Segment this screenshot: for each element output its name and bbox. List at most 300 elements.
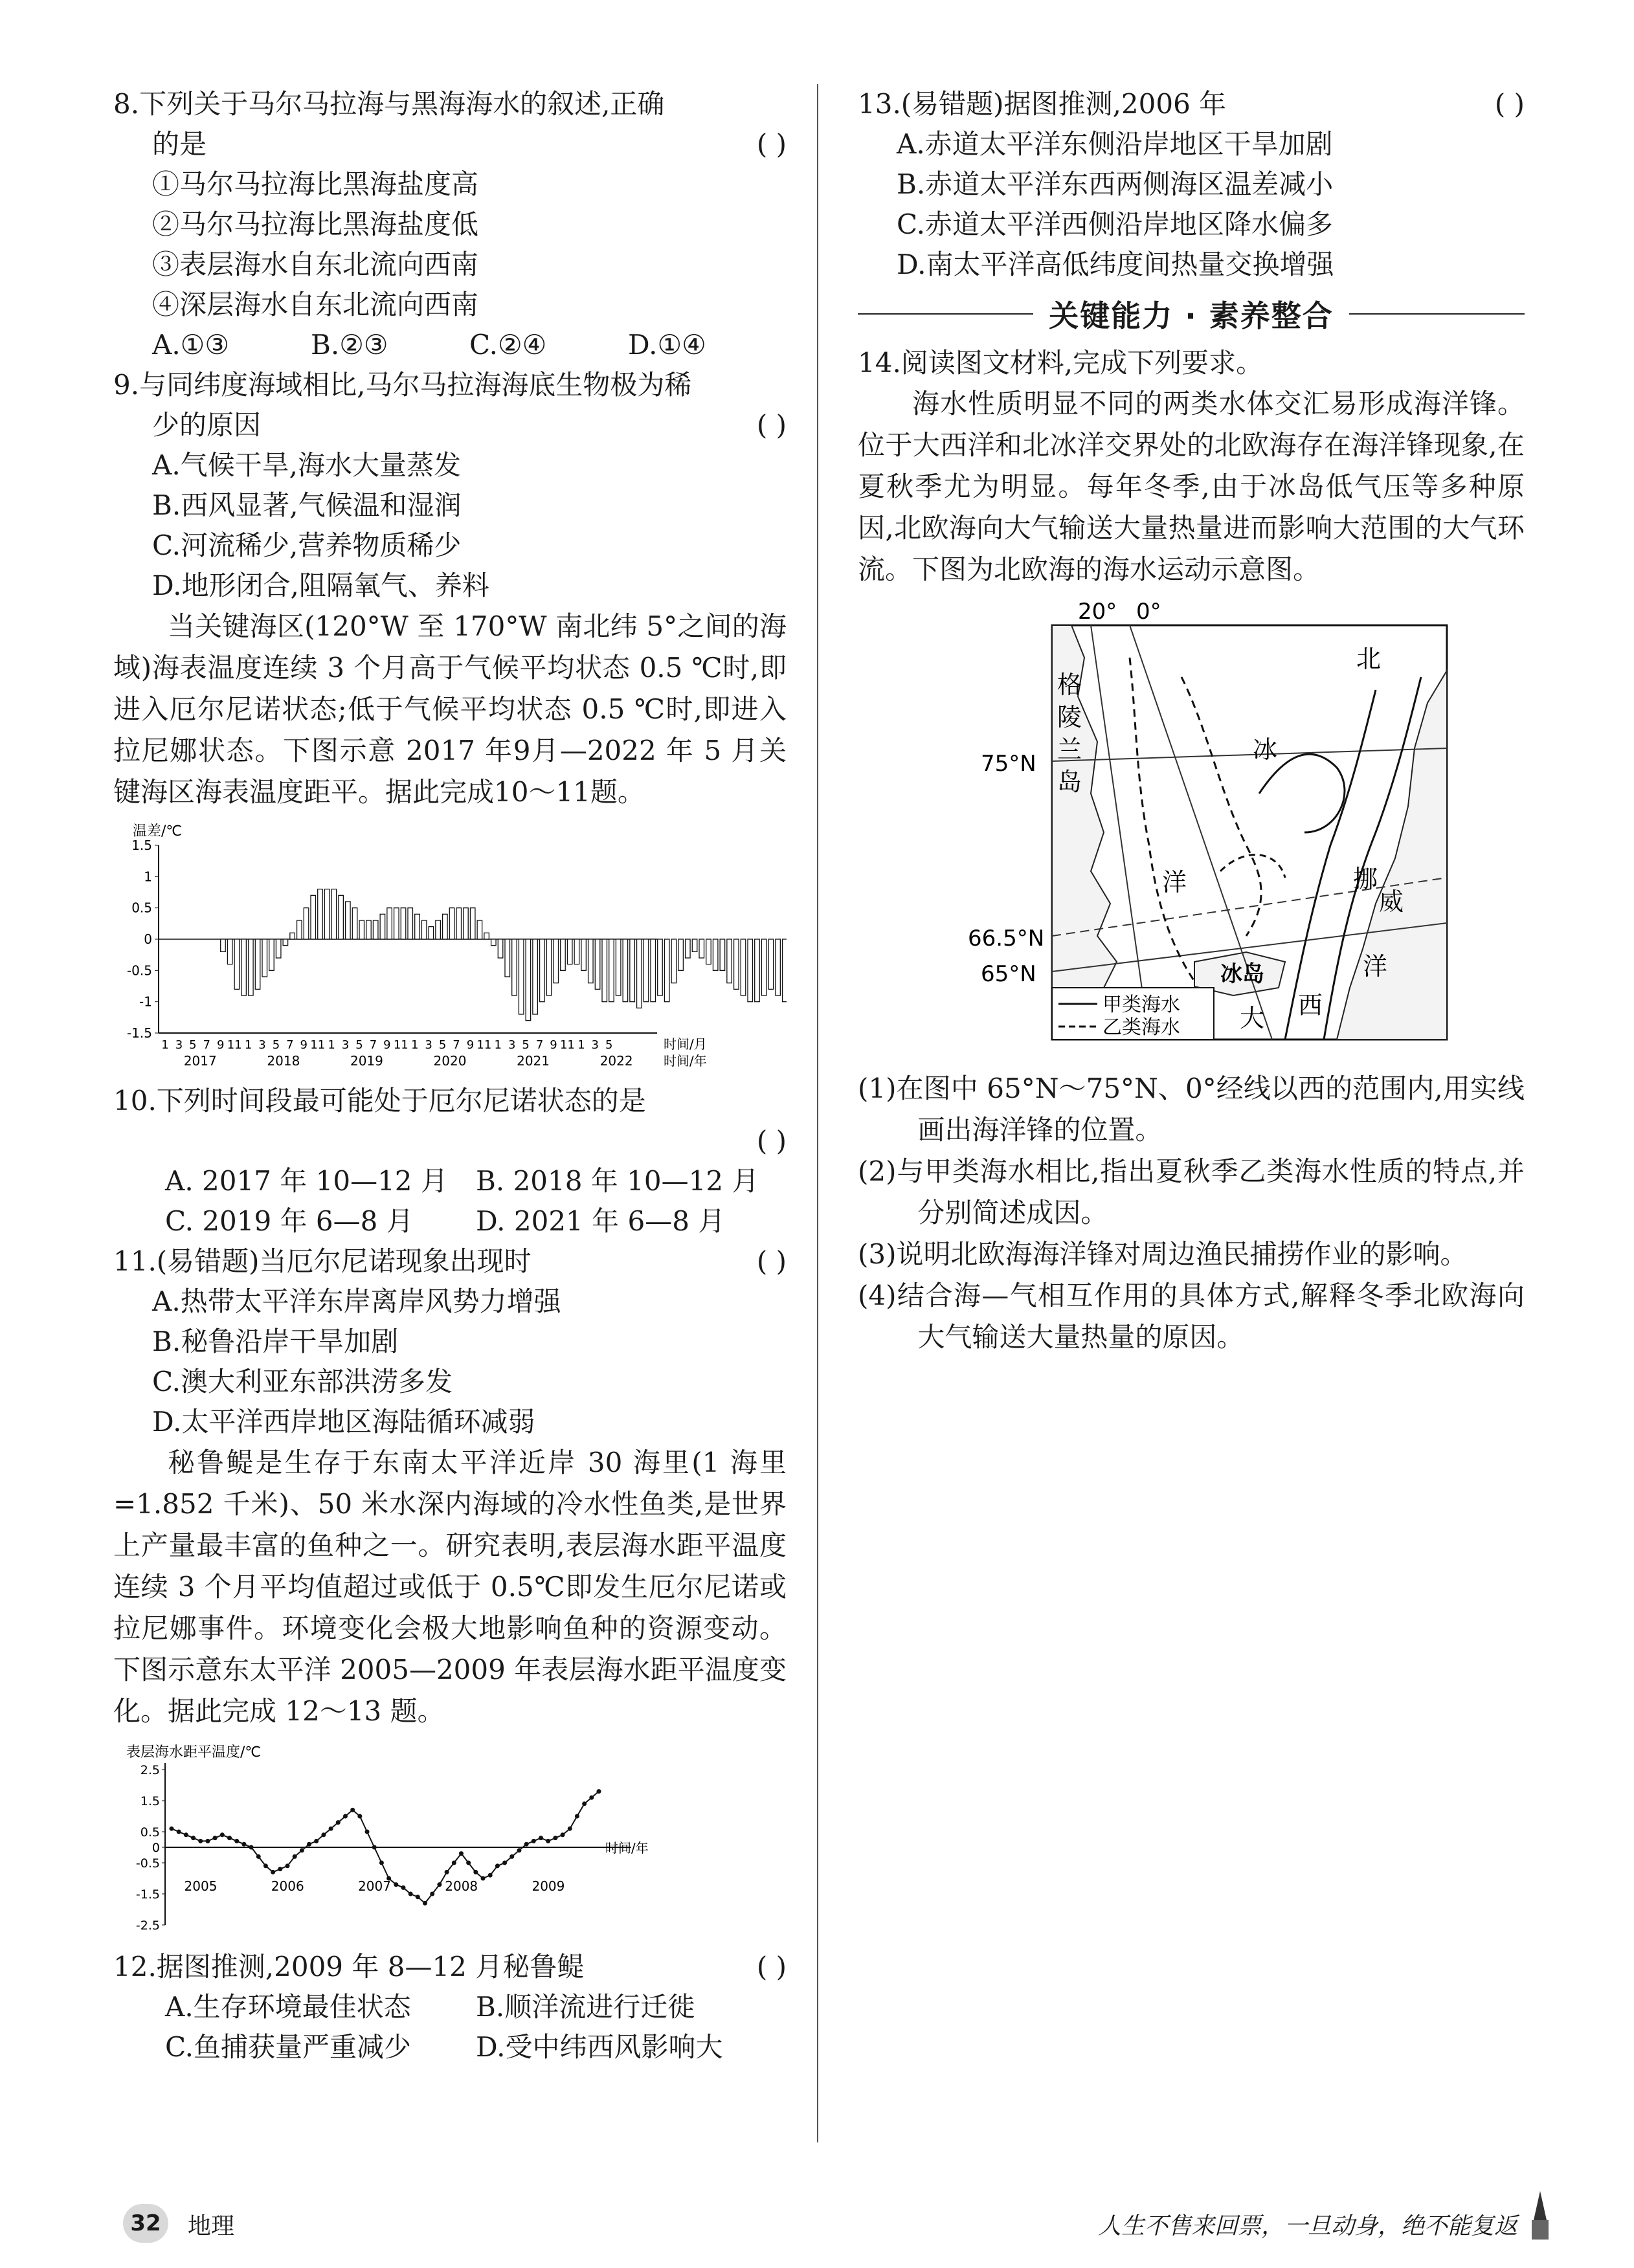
chart1-bar: [387, 908, 392, 939]
chart1-bar: [324, 889, 330, 939]
chart-sst-anomaly: [113, 819, 787, 1081]
q8-item: ③表层海水自东北流向西南: [152, 249, 479, 280]
footer-motto: 人生不售来回票，一旦动身，绝不能复返: [1097, 2213, 1517, 2240]
chart1-bar: [255, 939, 260, 989]
option-d: D.南太平洋高低纬度间热量交换增强: [897, 249, 1334, 280]
chart1-bar: [686, 939, 691, 958]
chart1-month-tick: 9: [300, 1038, 308, 1052]
chart1-month-tick: 3: [341, 1038, 350, 1052]
map-place: 冰: [1253, 735, 1278, 764]
chart1-bar: [658, 939, 663, 995]
chart1-bar: [602, 939, 607, 1002]
chart1-bar: [262, 939, 267, 977]
page-footer: [91, 2204, 1556, 2249]
answer-paren: ( ): [756, 1125, 787, 1157]
chart2-point: [502, 1861, 507, 1865]
chart2-point: [321, 1832, 326, 1837]
map-place: 兰: [1057, 735, 1082, 764]
q8-item: ②马尔马拉海比黑海盐度低: [152, 208, 479, 240]
chart1-month-tick: 7: [453, 1038, 460, 1052]
option-c: C.澳大利亚东部洪涝多发: [152, 1366, 453, 1397]
chart2-point: [184, 1832, 188, 1837]
chart1-year-tick: 2020: [433, 1053, 467, 1069]
chart2-point: [561, 1832, 565, 1837]
question-8: [113, 84, 787, 365]
option-b: B.②③: [311, 329, 388, 361]
q8-item: ①马尔马拉海比黑海盐度高: [152, 168, 479, 200]
chart1-ytick-label: -1.5: [126, 1025, 152, 1041]
chart2-point: [278, 1867, 282, 1871]
chart1-month-tick: 1: [577, 1038, 585, 1052]
map-place: 西: [1298, 991, 1323, 1019]
option-c: C.赤道太平洋西侧沿岸地区降水偏多: [897, 208, 1333, 240]
chart2-point: [445, 1870, 449, 1874]
option-c: C.鱼捕获量严重减少: [165, 2031, 411, 2063]
legend-type-a: 甲类海水: [1102, 994, 1180, 1016]
map-place: 格: [1057, 671, 1082, 699]
map-place: 北: [1356, 645, 1382, 673]
map-label-75n: 75°N: [981, 751, 1036, 777]
chart1-month-tick: 3: [175, 1038, 183, 1052]
chart2-point: [546, 1839, 550, 1843]
chart1-bar: [346, 902, 351, 939]
q12-options-row1: [113, 1987, 787, 2027]
banner-ornament-right: [1349, 313, 1525, 315]
chart2-point: [343, 1814, 348, 1819]
map-place: 陵: [1057, 703, 1082, 731]
chart2-point: [408, 1892, 413, 1896]
chart1-bar: [318, 889, 323, 939]
chart1-month-tick: 3: [425, 1038, 432, 1052]
column-divider: [817, 84, 818, 2142]
chart1-ytick-label: 0: [144, 931, 152, 947]
chart2-ytick-label: 2.5: [140, 1763, 160, 1777]
chart1-month-tick: 11: [310, 1038, 326, 1052]
chart2-point: [365, 1830, 370, 1834]
nordic-sea-map: [858, 599, 1525, 1059]
map-place: 岛: [1057, 768, 1082, 796]
chart2-point: [357, 1814, 362, 1819]
answer-paren: ( ): [756, 1951, 787, 1983]
chart2-ytick-label: 0: [151, 1841, 160, 1855]
chart2-point: [234, 1839, 239, 1843]
question-9: [113, 365, 787, 606]
chart1-month-tick: 9: [383, 1038, 391, 1052]
chart2-point: [597, 1789, 601, 1794]
chart2-point: [495, 1863, 500, 1868]
q8-stem: 8.下列关于马尔马拉海与黑海海水的叙述,正确: [113, 88, 665, 120]
chart2-point: [488, 1873, 493, 1878]
chart2-year-tick: 2006: [271, 1878, 304, 1895]
q10-options-row1: [113, 1161, 787, 1201]
chart2-ytick-label: 1.5: [140, 1794, 160, 1808]
chart1-month-tick: 5: [522, 1038, 530, 1052]
chart1-bar: [449, 908, 454, 939]
chart1-bar: [421, 920, 427, 939]
chart1-bar: [546, 939, 552, 995]
left-column: [113, 84, 787, 2067]
q8-options: [113, 325, 787, 365]
chart2-point: [401, 1885, 405, 1890]
chart2-point: [575, 1814, 579, 1819]
chart1-bar: [692, 939, 697, 951]
chart1-bar: [755, 939, 760, 1002]
question-10: [113, 1081, 787, 1241]
chart1-bar: [706, 939, 711, 964]
chart2-point: [227, 1836, 232, 1840]
chart1-bar: [498, 939, 503, 958]
chart1-ytick-label: -1: [139, 994, 152, 1010]
option-a: A.气候干旱,海水大量蒸发: [152, 449, 462, 481]
chart1-xlabel-month: 时间/月: [664, 1036, 707, 1052]
option-b: B.赤道太平洋东西两侧海区温差减小: [897, 168, 1334, 200]
chart1-month-tick: 7: [535, 1038, 544, 1052]
chart1-year-tick: 2017: [183, 1053, 217, 1069]
chart1-bar: [741, 939, 746, 995]
chart1-bar: [630, 939, 635, 1002]
chart2-point: [220, 1832, 225, 1837]
answer-paren: ( ): [1494, 88, 1525, 120]
chart-surface-temp: [113, 1737, 787, 1947]
chart1-bar: [734, 939, 739, 989]
chart2-year-tick: 2007: [358, 1878, 391, 1895]
chart2-ylabel: 表层海水距平温度/℃: [126, 1744, 262, 1761]
q12-options-row2: [113, 2027, 787, 2067]
chart1-year-tick: 2018: [267, 1053, 300, 1069]
option-d: D.①④: [628, 329, 706, 361]
chart1-month-tick: 7: [286, 1038, 294, 1052]
chart1-bar: [339, 895, 344, 939]
chart1-bar: [595, 939, 600, 989]
question-11: [113, 1241, 787, 1442]
chart1-bar: [783, 939, 787, 1002]
chart2-point: [170, 1827, 174, 1831]
chart1-month-tick: 11: [393, 1038, 408, 1052]
map-place: 洋: [1363, 952, 1388, 981]
chart1-bar: [443, 914, 448, 939]
chart1-bar: [505, 939, 510, 977]
chart1-bar: [359, 920, 364, 939]
chart2-point: [509, 1854, 514, 1859]
chart2-point: [430, 1892, 434, 1896]
chart1-bar: [352, 908, 357, 939]
chart1-bar: [554, 939, 559, 983]
q13-stem: 13.(易错题)据图推测,2006 年 ( ): [858, 84, 1525, 124]
option-a: A.生存环境最佳状态: [165, 1991, 411, 2023]
option-c: C.河流稀少,营养物质稀少: [152, 529, 462, 561]
chart1-bar: [401, 908, 406, 939]
chart1-bar: [761, 939, 767, 995]
chart1-bar: [720, 939, 725, 970]
q9-stem-2: 少的原因 ( ): [113, 405, 787, 445]
chart1-month-tick: 11: [227, 1038, 242, 1052]
map-place: 挪: [1353, 865, 1378, 893]
option-d: D.太平洋西岸地区海陆循环减弱: [152, 1406, 535, 1438]
chart1-ytick-label: 1.5: [131, 838, 152, 853]
chart2-point: [350, 1808, 355, 1812]
chart1-bar: [727, 939, 732, 983]
chart1-month-tick: 3: [508, 1038, 516, 1052]
q10-options-row2: [113, 1201, 787, 1241]
chart1-bar: [574, 939, 579, 964]
chart1-month-tick: 1: [410, 1038, 419, 1052]
chart1-bar: [477, 920, 482, 939]
option-b: B.秘鲁沿岸干旱加剧: [152, 1326, 399, 1357]
chart2-point: [293, 1854, 297, 1859]
chart2-point: [582, 1801, 587, 1806]
chart1-bar: [533, 939, 538, 1014]
chart1-bar: [394, 908, 399, 939]
q10-paren-line: [113, 1121, 787, 1161]
chart1-month-tick: 5: [272, 1038, 280, 1052]
chart1-bar: [366, 920, 372, 939]
chart1-bar: [540, 939, 545, 1002]
chart1-bar: [331, 889, 337, 939]
chart1-bar: [671, 939, 677, 983]
map-place-iceland: 冰岛: [1220, 961, 1264, 987]
chart1-bar: [561, 939, 566, 970]
chart1-bar: [748, 939, 753, 1002]
map-place: 威: [1379, 887, 1404, 916]
map-place: 洋: [1162, 868, 1187, 896]
chart1-bar: [408, 908, 413, 939]
q14-passage: 海水性质明显不同的两类水体交汇易形成海洋锋。位于大西洋和北冰洋交界处的北欧海存在海洋锋现象,在夏秋季尤为明显。每年冬季,由于冰岛低气压等多种原因,北欧海向大气输送大量热量进而影响大范围的大气环流。下图为北欧海的海水运动示意图。: [858, 388, 1525, 585]
chart2-ytick-label: 0.5: [140, 1825, 160, 1840]
chart1-month-tick: 3: [591, 1038, 599, 1052]
chart1-bar: [249, 939, 254, 995]
question-13: [858, 84, 1525, 285]
chart2-svg: [113, 1737, 787, 1944]
chart2-point: [213, 1836, 218, 1840]
chart1-bar: [637, 939, 642, 1008]
page-number: 32: [123, 2204, 168, 2243]
chart1-bar: [234, 939, 240, 989]
chart1-bar: [623, 939, 628, 1002]
legend-type-b: 乙类海水: [1102, 1016, 1180, 1039]
chart1-svg: [113, 819, 787, 1078]
subject-label: 地理: [188, 2213, 235, 2240]
chart1-month-tick: 5: [355, 1038, 363, 1052]
map-label-66-5n: 66.5°N: [968, 926, 1045, 951]
chart1-ytick-label: 0.5: [131, 900, 152, 916]
chart2-point: [481, 1876, 486, 1881]
map-label-0: 0°: [1136, 599, 1161, 625]
chart1-bar: [616, 939, 621, 995]
section-title: 关键能力 · 素养整合: [1049, 298, 1334, 333]
q14-sub-2: (2)与甲类海水相比,指出夏秋季乙类海水性质的特点,并分别简述成因。: [858, 1155, 1525, 1228]
option-b: B.顺洋流进行迁徙: [476, 1991, 695, 2023]
option-a: A.①③: [152, 329, 229, 361]
chart2-point: [553, 1836, 557, 1840]
chart1-bar: [456, 908, 462, 939]
chart1-month-tick: 9: [466, 1038, 475, 1052]
q10-stem: 10.下列时间段最可能处于厄尔尼诺状态的是: [113, 1085, 646, 1117]
q12-stem: 12.据图推测,2009 年 8—12 月秘鲁鳀 ( ): [113, 1947, 787, 1987]
pen-icon: [1524, 2191, 1556, 2243]
chart2-point: [379, 1861, 384, 1865]
chart1-month-tick: 3: [258, 1038, 266, 1052]
section-banner: [858, 291, 1525, 337]
chart1-bar: [484, 933, 489, 939]
chart1-month-tick: 11: [559, 1038, 575, 1052]
chart1-bar: [470, 908, 475, 939]
chart1-month-tick: 1: [328, 1038, 335, 1052]
chart1-xlabel-year: 时间/年: [664, 1053, 707, 1069]
chart2-ytick-label: -1.5: [135, 1887, 160, 1902]
chart2-point: [466, 1861, 471, 1865]
chart2-point: [177, 1830, 181, 1834]
chart1-ylabel: 温差/℃: [133, 823, 183, 839]
chart1-bar: [221, 939, 226, 951]
right-column: [858, 84, 1525, 1358]
answer-paren: ( ): [756, 1245, 787, 1277]
chart1-bar: [297, 920, 302, 939]
chart1-bar: [644, 939, 649, 1002]
chart2-point: [517, 1848, 521, 1852]
chart1-bar: [699, 939, 704, 958]
chart2-point: [524, 1842, 529, 1847]
q8-stem-2: 的是 ( ): [113, 124, 787, 164]
option-d: D.地形闭合,阻隔氧气、养料: [152, 570, 489, 601]
chart2-point: [198, 1839, 203, 1843]
chart1-year-tick: 2019: [350, 1053, 383, 1069]
q9-stem: 9.与同纬度海域相比,马尔马拉海海底生物极为稀: [113, 369, 692, 401]
option-d: D.受中纬西风影响大: [476, 2031, 723, 2063]
chart1-bar: [526, 939, 531, 1021]
chart1-bar: [290, 933, 295, 939]
chart2-point: [256, 1854, 261, 1859]
chart2-point: [423, 1901, 427, 1906]
chart2-ytick-label: -0.5: [135, 1856, 160, 1871]
q8-item: ④深层海水自东北流向西南: [152, 289, 479, 320]
chart1-bar: [512, 939, 517, 995]
chart1-ytick-label: 1: [144, 869, 152, 885]
chart2-point: [532, 1839, 536, 1843]
chart1-bar: [380, 914, 385, 939]
chart1-month-tick: 5: [605, 1038, 613, 1052]
chart1-month-tick: 11: [476, 1038, 492, 1052]
chart2-point: [416, 1895, 420, 1899]
chart2-point: [314, 1839, 319, 1843]
option-b: B. 2018 年 10—12 月: [476, 1165, 759, 1197]
chart2-point: [205, 1839, 210, 1843]
chart2-point: [300, 1848, 304, 1852]
chart1-bar: [664, 939, 669, 1002]
chart2-point: [394, 1882, 398, 1887]
chart1-bar: [311, 895, 316, 939]
option-b: B.西风显著,气候温和湿润: [152, 489, 462, 521]
q14-sub-4: (4)结合海—气相互作用的具体方式,解释冬季北欧海向大气输送大量热量的原因。: [858, 1280, 1525, 1353]
chart2-ytick-label: -2.5: [135, 1918, 160, 1933]
map-svg: [858, 599, 1525, 1059]
chart2-point: [329, 1827, 333, 1831]
answer-paren: ( ): [756, 409, 787, 441]
option-a: A. 2017 年 10—12 月: [165, 1165, 448, 1197]
q14-sub-1: (1)在图中 65°N～75°N、0°经线以西的范围内,用实线画出海洋锋的位置。: [858, 1073, 1525, 1146]
chart2-point: [285, 1863, 289, 1868]
option-a: A.赤道太平洋东侧沿岸地区干旱加剧: [897, 128, 1333, 160]
chart1-bar: [776, 939, 781, 995]
chart1-month-tick: 9: [550, 1038, 557, 1052]
chart2-point: [539, 1836, 543, 1840]
chart1-year-tick: 2021: [517, 1053, 550, 1069]
answer-paren: ( ): [756, 128, 787, 160]
chart2-point: [241, 1842, 246, 1847]
q14-stem: 14.阅读图文材料,完成下列要求。: [858, 347, 1264, 379]
chart1-bar: [227, 939, 232, 964]
chart1-bar: [768, 939, 774, 989]
chart2-point: [271, 1870, 275, 1874]
chart2-year-tick: 2009: [532, 1878, 565, 1895]
map-label-65n: 65°N: [981, 961, 1036, 987]
option-a: A.热带太平洋东岸离岸风势力增强: [152, 1285, 561, 1317]
option-c: C. 2019 年 6—8 月: [165, 1205, 414, 1237]
chart1-month-tick: 7: [203, 1038, 211, 1052]
chart1-bar: [678, 939, 684, 970]
chart1-bar: [713, 939, 718, 970]
chart1-bar: [276, 939, 281, 958]
chart2-point: [452, 1861, 456, 1865]
question-12: [113, 1947, 787, 2067]
q14-sub-3: (3)说明北欧海海洋锋对周边渔民捕捞作业的影响。: [858, 1238, 1468, 1270]
chart1-month-tick: 9: [216, 1038, 225, 1052]
chart1-bar: [581, 939, 587, 970]
chart2-point: [336, 1820, 341, 1825]
chart1-bar: [415, 914, 420, 939]
chart1-bar: [491, 939, 497, 946]
chart1-bar: [436, 920, 441, 939]
chart2-point: [589, 1796, 594, 1800]
q11-stem: 11.(易错题)当厄尔尼诺现象出现时 ( ): [113, 1241, 787, 1282]
chart2-point: [568, 1827, 572, 1831]
chart1-bar: [567, 939, 572, 964]
chart1-bar: [651, 939, 656, 1002]
chart2-point: [191, 1836, 196, 1840]
chart2-point: [249, 1845, 254, 1850]
chart2-year-tick: 2005: [184, 1878, 218, 1895]
chart1-month-tick: 5: [438, 1038, 447, 1052]
chart2-point: [263, 1863, 268, 1868]
chart1-bar: [464, 908, 469, 939]
option-c: C.②④: [469, 329, 547, 361]
chart1-bar: [609, 939, 614, 1002]
chart2-point: [437, 1882, 442, 1887]
chart1-month-tick: 5: [189, 1038, 197, 1052]
chart1-bar: [304, 908, 309, 939]
banner-ornament-left: [858, 313, 1033, 315]
passage-enso: 当关键海区(120°W 至 170°W 南北纬 5°之间的海域)海表温度连续 3 个月高于气候平均状态 0.5 ℃时,即进入厄尔尼诺状态;低于气候平均状态 0.5 ℃时,即进入拉尼娜状态。下图示意 2017 年9月—2022 年 5 月关键海区海表温度距平。据此完成10～11题。: [113, 610, 787, 808]
chart1-bar: [283, 939, 288, 946]
chart1-month-tick: 1: [161, 1038, 169, 1052]
chart1-month-tick: 1: [494, 1038, 502, 1052]
chart2-point: [459, 1851, 464, 1856]
chart1-bar: [269, 939, 274, 970]
chart2-point: [307, 1842, 311, 1847]
chart1-bar: [519, 939, 524, 1014]
map-label-20: 20°: [1078, 599, 1117, 625]
chart1-month-tick: 1: [244, 1038, 252, 1052]
chart1-month-tick: 7: [369, 1038, 377, 1052]
chart2-year-tick: 2008: [445, 1878, 478, 1895]
chart1-year-tick: 2022: [599, 1053, 633, 1069]
passage-anchovy: 秘鲁鳀是生存于东南太平洋近岸 30 海里(1 海里=1.852 千米)、50 米水深内海域的冷水性鱼类,是世界上产量最丰富的鱼种之一。研究表明,表层海水距平温度连续 3 个月平均值超过或低于 0.5℃即发生厄尔尼诺或拉尼娜事件。环境变化会极大地影响鱼种的资源变动。下图示意东太平洋 2005—2009 年表层海水距平温度变化。据此完成 12～13 题。: [113, 1447, 787, 1727]
chart2-xlabel: 时间/年: [605, 1840, 649, 1856]
chart2-point: [473, 1870, 478, 1874]
chart1-bar: [241, 939, 247, 995]
chart1-bar: [588, 939, 594, 983]
chart2-point: [372, 1845, 377, 1850]
chart1-ytick-label: -0.5: [126, 962, 152, 979]
